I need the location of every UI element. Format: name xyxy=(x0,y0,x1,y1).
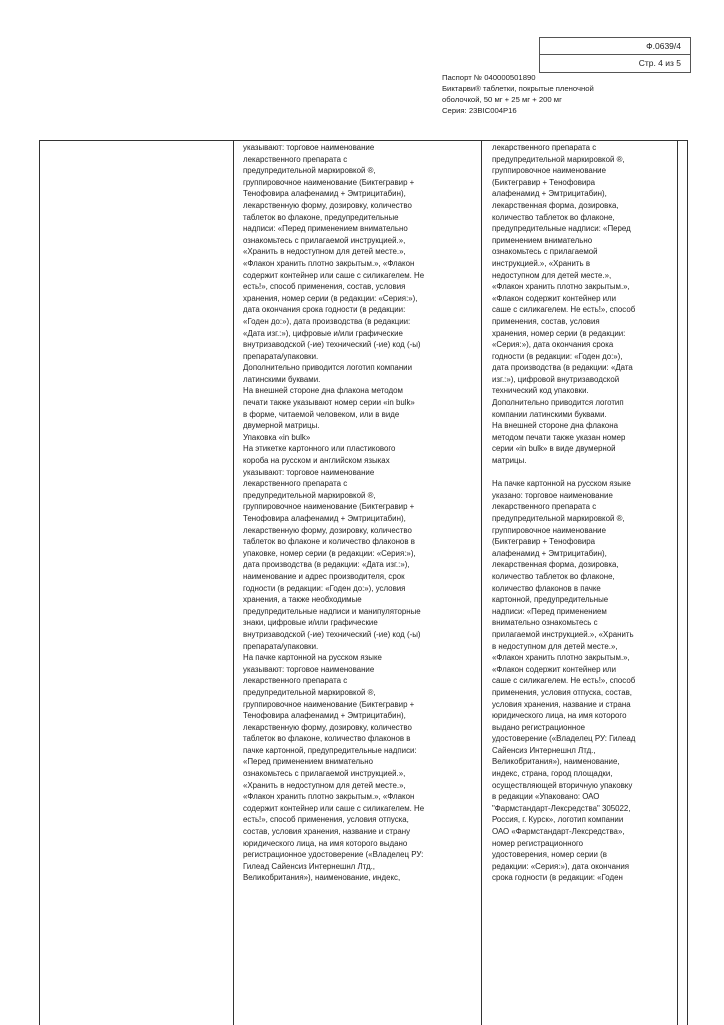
text-line: короба на русском и английском языках xyxy=(243,456,390,466)
passport-line: Паспорт № 040000501890 xyxy=(442,73,536,82)
document-table xyxy=(39,140,688,1025)
text-line: лекарственную форму, дозировку, количество xyxy=(243,525,412,535)
text-line: Упаковка «in bulk» xyxy=(243,432,311,442)
text-line: хранения, номер серии (в редакции: «Серия:»), xyxy=(243,293,418,303)
text-line: «Флакон хранить плотно закрытым.», xyxy=(492,282,630,292)
text-line: «Серия:»), дата окончания срока xyxy=(492,340,614,350)
text-line: предупредительные надписи и манипуляторные xyxy=(243,606,421,616)
text-line: срока годности (в редакции: «Годен xyxy=(492,873,623,883)
paragraph-gap xyxy=(492,467,677,479)
text-line: матрицы. xyxy=(492,456,527,466)
text-line: ОАО «Фармстандарт-Лексредства», xyxy=(492,827,625,837)
text-line: таблеток во флаконе и количество флаконов в xyxy=(243,537,415,547)
left-text-cell xyxy=(243,142,478,884)
passport-line: Биктарви® таблетки, покрытые пленочной xyxy=(442,84,594,93)
text-line: «Годен до:»), дата производства (в редакции: xyxy=(243,316,411,326)
text-line: редакции: «Серия:»), дата окончания xyxy=(492,861,630,871)
text-line: внимательно ознакомьтесь с xyxy=(492,618,598,628)
text-line: Россия, г. Курск», логотип компании xyxy=(492,815,624,825)
text-line: предупредительной маркировкой ®, xyxy=(243,687,376,697)
text-line: условия хранения, название и страна xyxy=(492,699,631,709)
text-line: дата производства (в редакции: «Дата изг.:»), xyxy=(243,560,410,570)
text-line: недоступном для детей месте.», xyxy=(492,270,612,280)
text-line: «Перед применением внимательно xyxy=(243,757,373,767)
text-line: применения, состав, условия xyxy=(492,316,600,326)
text-line: «Флакон содержит контейнер или xyxy=(492,664,617,674)
text-line: указывают: торговое наименование xyxy=(243,664,375,674)
text-line: группировочное наименование (Биктегравир + xyxy=(243,502,415,512)
text-line: На пачке картонной на русском языке xyxy=(243,653,382,663)
text-line: группировочное наименование xyxy=(492,525,606,535)
text-line: указывают: торговое наименование xyxy=(243,467,375,477)
text-line: содержит контейнер или саше с силикагелем. Не xyxy=(243,803,425,813)
text-line: группировочное наименование xyxy=(492,166,606,176)
column-divider xyxy=(233,141,234,1025)
text-line: есть!», способ применения, состав, условия xyxy=(243,282,406,292)
text-line: количество флаконов в пачке xyxy=(492,583,601,593)
text-line: саше с силикагелем. Не есть!», способ xyxy=(492,305,636,315)
text-line: в недоступном для детей месте.», xyxy=(492,641,618,651)
passport-line: Серия: 23BIC004P16 xyxy=(442,106,517,115)
text-line: применения, условия отпуска, состав, xyxy=(492,687,632,697)
text-line: На внешней стороне дна флакона методом xyxy=(243,386,403,396)
text-line: препарата/упаковки. xyxy=(243,351,319,361)
right-text-cell xyxy=(492,142,677,884)
passport-line: оболочкой, 50 мг + 25 мг + 200 мг xyxy=(442,95,562,104)
text-line: в редакции «Упаковано: ОАО xyxy=(492,792,600,802)
text-line: указано: торговое наименование xyxy=(492,490,613,500)
text-line: Дополнительно приводится логотип xyxy=(492,398,624,408)
text-line: методом печати также указан номер xyxy=(492,432,626,442)
text-line: «Хранить в недоступном для детей месте.», xyxy=(243,780,406,790)
text-line: номер регистрационного xyxy=(492,838,584,848)
page-number: Стр. 4 из 5 xyxy=(540,54,690,71)
text-line: упаковке, номер серии (в редакции: «Серия:»), xyxy=(243,548,416,558)
text-line: Гилеад Сайенсиз Интернешнл Лтд., xyxy=(243,861,375,871)
text-line: «Хранить в недоступном для детей месте.», xyxy=(243,247,406,257)
text-line: дата производства (в редакции: «Дата xyxy=(492,363,633,373)
text-line: группировочное наименование (Биктегравир + xyxy=(243,177,415,187)
text-line: количество таблеток во флаконе, xyxy=(492,212,615,222)
text-line: Тенофовира алафенамид + Эмтрицитабин), xyxy=(243,189,406,199)
text-line: прилагаемой инструкцией.», «Хранить xyxy=(492,629,634,639)
text-line: внутризаводской (-ие) технический (-ие) код (-ы) xyxy=(243,340,421,350)
text-line: дата окончания срока годности (в редакции: xyxy=(243,305,406,315)
text-line: инструкцией.», «Хранить в xyxy=(492,258,591,268)
text-line: серии «in bulk» в виде двумерной xyxy=(492,444,616,454)
text-line: изг.:»), цифровой внутризаводской xyxy=(492,374,620,384)
text-line: «Дата изг.:»), цифровые и/или графические xyxy=(243,328,403,338)
text-line: предупредительные надписи: «Перед xyxy=(492,224,631,234)
text-line: удостоверение («Владелец РУ: Гилеад xyxy=(492,734,636,744)
text-line: осуществляющей вторичную упаковку xyxy=(492,780,633,790)
text-line: На этикетке картонного или пластикового xyxy=(243,444,396,454)
text-line: регистрационное удостоверение («Владелец РУ: xyxy=(243,850,424,860)
text-line: внутризаводской (-ие) технический (-ие) код (-ы) xyxy=(243,629,421,639)
text-line: в форме, читаемой человеком, или в виде xyxy=(243,409,400,419)
text-line: лекарственная форма, дозировка, xyxy=(492,560,619,570)
text-line: применением внимательно xyxy=(492,235,593,245)
right-text-block-2 xyxy=(492,478,677,884)
text-line: надписи: «Перед применением внимательно xyxy=(243,224,408,234)
text-line: алафенамид + Эмтрицитабин), xyxy=(492,548,607,558)
text-line: компании латинскими буквами. xyxy=(492,409,607,419)
text-line: хранения, номер серии (в редакции: xyxy=(492,328,626,338)
text-line: группировочное наименование (Биктегравир + xyxy=(243,699,415,709)
text-line: картонной, предупредительные xyxy=(492,595,609,605)
text-line: предупредительной маркировкой ®, xyxy=(492,154,625,164)
text-line: юридического лица, на имя которого xyxy=(492,711,627,721)
form-number-box xyxy=(539,37,691,73)
text-line: таблеток во флаконе, количество флаконов в xyxy=(243,734,411,744)
text-line: надписи: «Перед применением xyxy=(492,606,607,616)
text-line: ознакомьтесь с прилагаемой инструкцией.», xyxy=(243,235,406,245)
text-line: удостоверения, номер серии (в xyxy=(492,850,607,860)
text-line: знаки, цифровые и/или графические xyxy=(243,618,378,628)
text-line: На внешней стороне дна флакона xyxy=(492,421,618,431)
text-line: алафенамид + Эмтрицитабин), xyxy=(492,189,607,199)
text-line: таблеток во флаконе, предупредительные xyxy=(243,212,399,222)
text-line: выдано регистрационное xyxy=(492,722,586,732)
text-line: указывают: торговое наименование xyxy=(243,143,375,152)
text-line: Тенофовира алафенамид + Эмтрицитабин), xyxy=(243,514,406,523)
text-line: состав, условия хранения, название и страну xyxy=(243,827,411,837)
text-line: латинскими буквами. xyxy=(243,374,321,384)
text-line: лекарственную форму, дозировку, количество xyxy=(243,722,412,732)
column-divider xyxy=(677,141,678,1025)
text-line: "Фармстандарт-Лексредства" 305022, xyxy=(492,803,631,813)
text-line: «Флакон содержит контейнер или xyxy=(492,293,617,303)
text-line: наименование и адрес производителя, срок xyxy=(243,571,405,581)
text-line: количество таблеток во флаконе, xyxy=(492,571,615,581)
text-line: печати также указывают номер серии «in bulk» xyxy=(243,398,415,408)
text-line: двумерной матрицы. xyxy=(243,421,320,431)
text-line: препарата/упаковки. xyxy=(243,641,319,651)
text-line: есть!», способ применения, условия отпуска, xyxy=(243,815,409,825)
text-line: ознакомьтесь с прилагаемой xyxy=(492,247,598,257)
text-line: содержит контейнер или саше с силикагелем. Не xyxy=(243,270,425,280)
text-line: Дополнительно приводится логотип компании xyxy=(243,363,412,373)
text-line: лекарственного препарата с xyxy=(492,143,597,152)
text-line: индекс, страна, город площадки, xyxy=(492,769,613,779)
text-line: годности (в редакции: «Годен до:»), xyxy=(492,351,623,361)
right-text-block-1 xyxy=(492,142,677,467)
text-line: технический код упаковки. xyxy=(492,386,589,396)
text-line: (Биктегравир + Тенофовира xyxy=(492,537,596,547)
text-line: (Биктегравир + Тенофовира xyxy=(492,177,596,187)
text-line: лекарственного препарата с xyxy=(243,154,348,164)
text-line: пачке картонной, предупредительные надписи: xyxy=(243,745,417,755)
text-line: хранения, а также необходимые xyxy=(243,595,362,605)
passport-header xyxy=(442,72,692,116)
text-line: саше с силикагелем. Не есть!», способ xyxy=(492,676,636,686)
text-line: лекарственного препарата с xyxy=(243,676,348,686)
text-line: «Флакон хранить плотно закрытым.», xyxy=(492,653,630,663)
text-line: лекарственного препарата с xyxy=(243,479,348,489)
text-line: предупредительной маркировкой ®, xyxy=(243,490,376,500)
text-line: юридического лица, на имя которого выдано xyxy=(243,838,408,848)
text-line: ознакомьтесь с прилагаемой инструкцией.», xyxy=(243,769,406,779)
text-line: «Флакон хранить плотно закрытым.», «Флакон xyxy=(243,792,415,802)
text-line: лекарственную форму, дозировку, количество xyxy=(243,200,412,210)
column-divider xyxy=(481,141,482,1025)
text-line: Тенофовира алафенамид + Эмтрицитабин), xyxy=(243,711,406,721)
text-line: На пачке картонной на русском языке xyxy=(492,479,631,489)
text-line: предупредительной маркировкой ®, xyxy=(243,166,376,176)
text-line: лекарственного препарата с xyxy=(492,502,597,512)
form-code: Ф.0639/4 xyxy=(646,41,681,51)
text-line: «Флакон хранить плотно закрытым.», «Флакон xyxy=(243,258,415,268)
text-line: предупредительной маркировкой ®, xyxy=(492,514,625,523)
text-line: Великобритания»), наименование, xyxy=(492,757,620,767)
text-line: годности (в редакции: «Годен до:»), условия xyxy=(243,583,406,593)
text-line: Великобритания»), наименование, индекс, xyxy=(243,873,401,883)
text-line: Сайенсиз Интернешнл Лтд., xyxy=(492,745,596,755)
text-line: лекарственная форма, дозировка, xyxy=(492,200,619,210)
